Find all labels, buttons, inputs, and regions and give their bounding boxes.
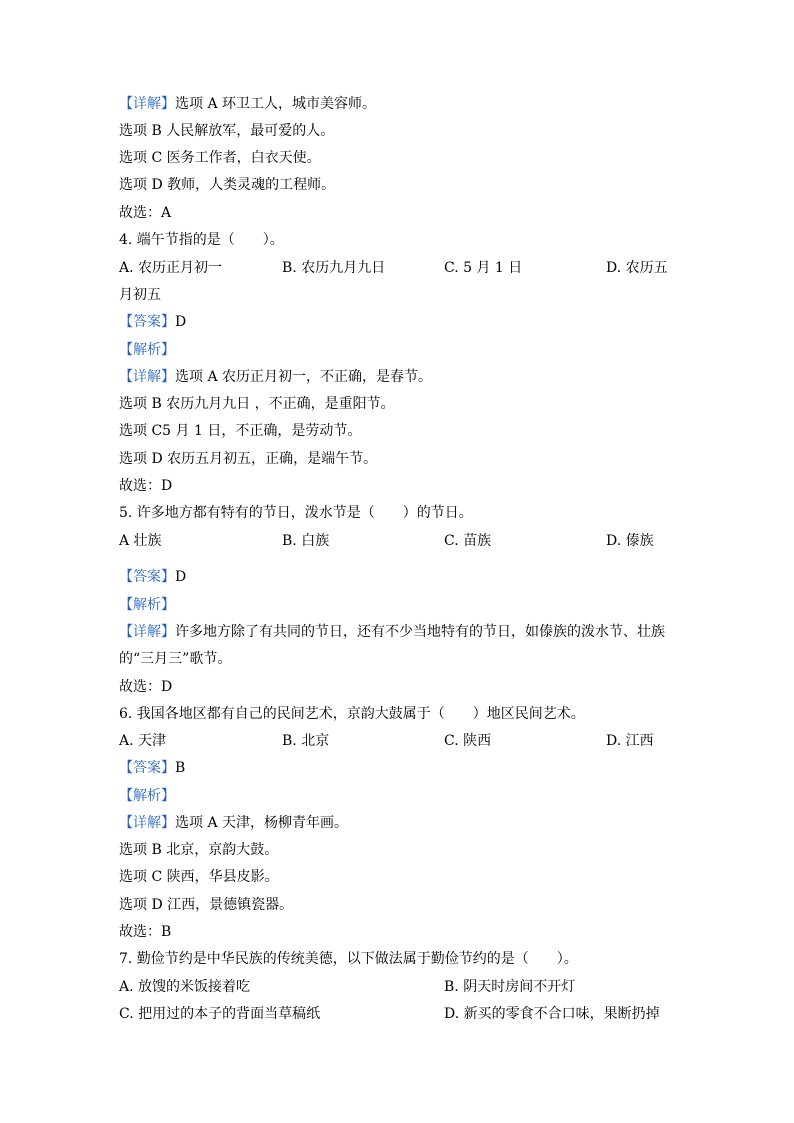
q7-option-c: C. 把用过的本子的背面当草稿纸 — [119, 1006, 321, 1022]
q3-chosen: 故选：A — [119, 205, 172, 221]
q6-chosen: 故选：B — [119, 924, 172, 940]
q6-detail-a — [119, 813, 348, 833]
q6-option-d: D. 江西 — [606, 733, 654, 749]
q7-option-a: A. 放馊的米饭接着吃 — [119, 979, 251, 995]
detail-tag: 【详解】 — [119, 624, 175, 640]
q4-option-d: D. 农历五 — [606, 260, 668, 276]
q6-option-b: B. 北京 — [282, 733, 330, 749]
q6-option-c: C. 陕西 — [444, 733, 492, 749]
q3-detail-d: 选项 D 教师，人类灵魂的工程师。 — [119, 177, 336, 193]
answer-value: D — [175, 314, 187, 330]
q5-option-d: D. 傣族 — [606, 533, 654, 549]
q4-option-d-wrap: 月初五 — [119, 287, 161, 303]
q6-stem: 6. 我国各地区都有自己的民间艺术，京韵大鼓属于（ ）地区民间艺术。 — [119, 706, 585, 722]
answer-value: D — [175, 569, 187, 585]
q4-option-c: C. 5 月 1 日 — [444, 260, 523, 276]
q4-chosen: 故选：D — [119, 478, 173, 494]
detail-text: 许多地方除了有共同的节日，还有不少当地特有的节日，如傣族的泼水节、壮族 — [175, 624, 665, 640]
detail-text: 选项 A 天津，杨柳青年画。 — [175, 815, 349, 831]
q5-detail-1 — [119, 622, 665, 642]
q3-detail-c: 选项 C 医务工作者，白衣天使。 — [119, 150, 321, 166]
q6-answer — [119, 758, 185, 778]
answer-tag: 【答案】 — [119, 569, 175, 585]
q5-detail-2: 的“三月三”歌节。 — [119, 651, 232, 667]
q6-option-a: A. 天津 — [119, 733, 167, 749]
q6-detail-c: 选项 C 陕西，华县皮影。 — [119, 869, 279, 885]
detail-tag: 【详解】 — [119, 815, 175, 831]
answer-value: B — [175, 760, 186, 776]
q5-option-b: B. 白族 — [282, 533, 330, 549]
q7-option-b: B. 阴天时房间不开灯 — [444, 979, 576, 995]
q4-detail-d: 选项 D 农历五月初五，正确，是端午节。 — [119, 451, 378, 467]
q6-analysis-tag: 【解析】 — [119, 788, 175, 804]
detail-text: 选项 A 农历正月初一，不正确，是春节。 — [175, 369, 433, 385]
answer-tag: 【答案】 — [119, 760, 175, 776]
q3-detail-b: 选项 B 人民解放军，最可爱的人。 — [119, 123, 335, 139]
q4-option-a: A. 农历正月初一 — [119, 260, 223, 276]
q5-chosen: 故选：D — [119, 679, 173, 695]
detail-tag: 【详解】 — [119, 369, 175, 385]
q4-detail-c: 选项 C5 月 1 日，不正确，是劳动节。 — [119, 423, 362, 439]
q6-detail-d: 选项 D 江西，景德镇瓷器。 — [119, 897, 294, 913]
q4-detail-a — [119, 367, 432, 387]
q5-stem: 5. 许多地方都有特有的节日，泼水节是（ ）的节日。 — [119, 505, 473, 521]
q5-option-c: C. 苗族 — [444, 533, 492, 549]
q4-detail-b: 选项 B 农历九月九日 ，不正确，是重阳节。 — [119, 396, 395, 412]
answer-tag: 【答案】 — [119, 314, 175, 330]
q7-option-d: D. 新买的零食不合口味，果断扔掉 — [444, 1006, 660, 1022]
q5-option-a: A 壮族 — [119, 533, 162, 549]
detail-tag: 【详解】 — [119, 96, 175, 112]
q4-analysis-tag: 【解析】 — [119, 342, 175, 358]
q3-detail-a — [119, 94, 376, 114]
q5-answer — [119, 567, 186, 587]
q6-detail-b: 选项 B 北京，京韵大鼓。 — [119, 842, 279, 858]
q5-analysis-tag: 【解析】 — [119, 597, 175, 613]
q7-stem: 7. 勤俭节约是中华民族的传统美德，以下做法属于勤俭节约的是（ ）。 — [119, 951, 578, 967]
q4-stem: 4. 端午节指的是（ ）。 — [119, 232, 284, 248]
q4-answer — [119, 312, 186, 332]
detail-text: 选项 A 环卫工人，城市美容师。 — [175, 96, 377, 112]
q4-option-b: B. 农历九月九日 — [282, 260, 386, 276]
